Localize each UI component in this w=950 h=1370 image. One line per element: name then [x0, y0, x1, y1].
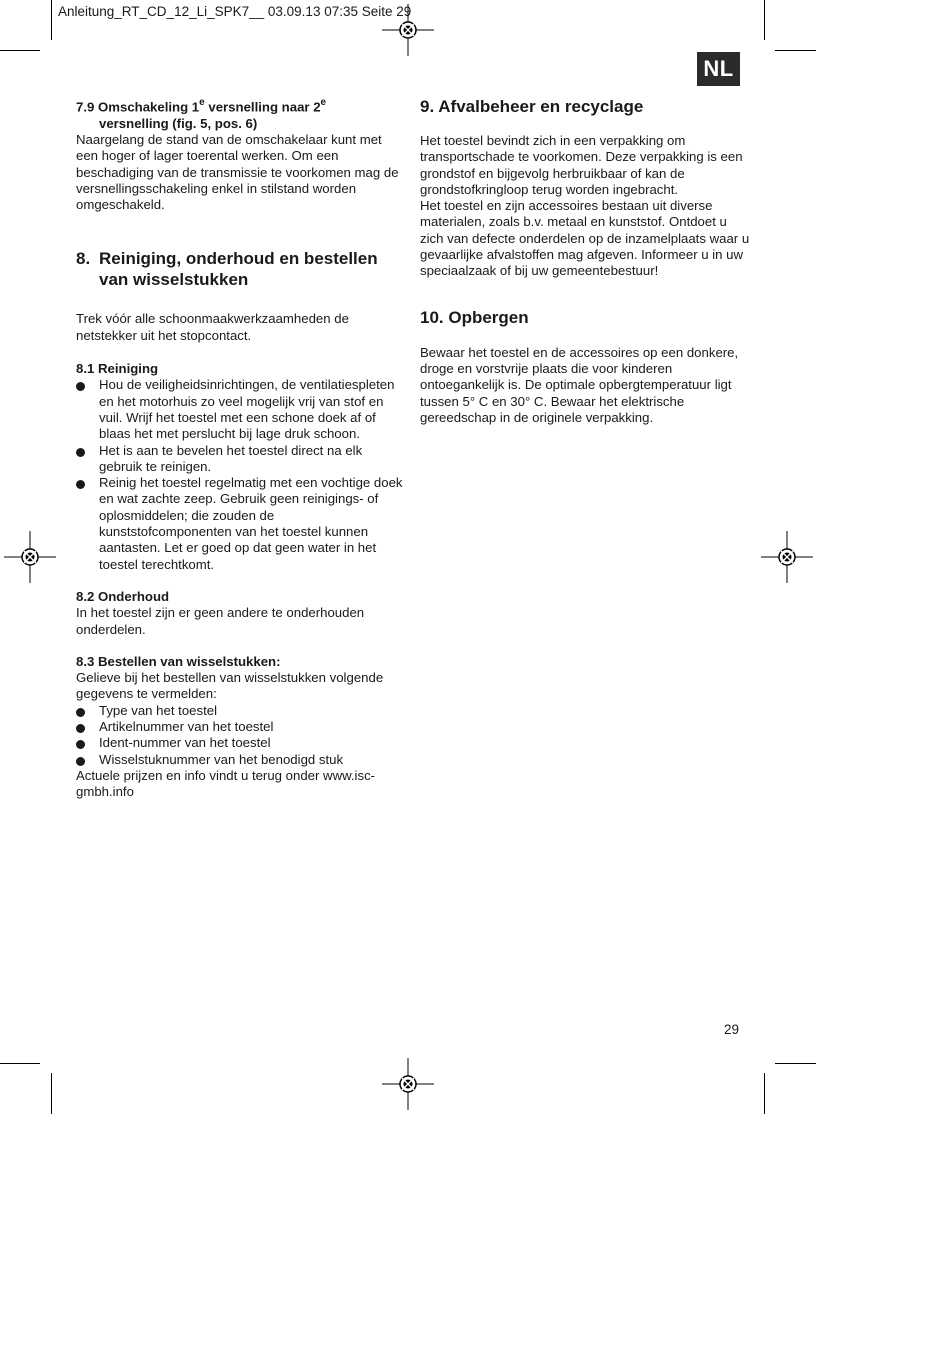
section-7-9-heading: 7.9 Omschakeling 1e versnelling naar 2e [76, 97, 327, 115]
crop-mark-top-right-vertical [764, 0, 765, 40]
section-8-3-intro: Gelieve bij het bestellen van wisselstukken volgende gegevens te vermelden: [76, 670, 384, 702]
page-number: 29 [724, 1022, 740, 1037]
section-9-heading: 9. Afvalbeheer en recyclage [420, 97, 644, 116]
crop-mark-top-left-horizontal [0, 50, 40, 51]
section-8-intro: Trek vóór alle schoonmaakwerkzaamheden de netstekker uit het stopcontact. [76, 311, 349, 343]
list-item: Artikelnummer van het toestel [76, 719, 406, 735]
section-8-3-outro: Actuele prijzen en info vindt u terug onder www.isc- gmbh.info [76, 767, 376, 800]
cleaning-bullet-list [76, 377, 406, 573]
section-9-body-2: Het toestel en zijn accessoires bestaan uit diverse materialen, zoals b.v. metaal en kunststof. Ontdoet u zich van defecte onderdelen op de inzamelplaats waar u gevaarlijke afvalstoffen mag afgeven. Informeer u in uw speciaalzaak of bij uw gemeentebestuur! [420, 198, 750, 279]
list-item: Het is aan te bevelen het toestel direct na elk gebruik te reinigen. [76, 443, 406, 476]
section-7-9-heading-line2: versnelling (fig. 5, pos. 6) [99, 115, 258, 131]
crop-mark-bottom-left-vertical [51, 1073, 52, 1114]
section-7-9-body: Naargelang de stand van de omschakelaar kunt met een hoger of lager toerental werken. Om een beschadiging van de transmissie te voorkomen mag de versnellingsschakeling enkel in stilstand worden omgeschakeld. [76, 131, 399, 213]
section-8-heading [76, 248, 406, 290]
list-item: Reinig het toestel regelmatig met een vochtige doek en wat zachte zeep. Gebruik geen reinigings- of oplosmiddelen; die zouden de kunststofcomponenten van het toestel kunnen aantasten. Let er goed op dat geen water in het toestel terechtkomt. [76, 475, 406, 573]
section-8-2-body: In het toestel zijn er geen andere te onderhouden onderdelen. [76, 605, 365, 637]
section-8-2-heading: 8.2 Onderhoud [76, 588, 170, 604]
crop-mark-top-left-vertical [51, 0, 52, 40]
right-column [420, 96, 750, 426]
left-column [76, 96, 406, 800]
section-8-number: 8. [76, 249, 91, 269]
section-8-1-heading: 8.1 Reiniging [76, 361, 159, 377]
order-details-bullet-list [76, 703, 406, 768]
section-10-body: Bewaar het toestel en de accessoires op een donkere, droge en vorstvrije plaats die voor kinderen ontoegankelijk is. De optimale opbergtemperatuur ligt tussen 5° C en 30° C. Bewaar het elektrische gereedschap in de originele verpakking. [420, 344, 739, 425]
section-10-heading: 10. Opbergen [420, 307, 529, 327]
list-item: Wisselstuknummer van het benodigd stuk [76, 752, 406, 768]
section-9-body-1: Het toestel bevindt zich in een verpakking om transportschade te voorkomen. Deze verpakking is een grondstof en bijgevolg herbruikbaar of kan de grondstofkringloop terug worden ingebracht. [420, 133, 743, 197]
print-slug-line: Anleitung_RT_CD_12_Li_SPK7__ 03.09.13 07:35 Seite 29 [58, 4, 412, 19]
language-badge: NL [697, 52, 740, 86]
crop-mark-bottom-right-vertical [764, 1073, 765, 1114]
registration-mark-top [382, 4, 434, 56]
section-8-title: Reiniging, onderhoud en bestellen van wisselstukken [99, 249, 378, 290]
section-8-3-heading: 8.3 Bestellen van wisselstukken: [76, 653, 281, 669]
crop-mark-bottom-right-horizontal [775, 1063, 816, 1064]
list-item: Ident-nummer van het toestel [76, 735, 406, 751]
crop-mark-bottom-left-horizontal [0, 1063, 40, 1064]
list-item: Hou de veiligheidsinrichtingen, de ventilatiespleten en het motorhuis zo veel mogelijk vrij van stof en vuil. Wrijf het toestel met een schone doek af of blaas het met perslucht bij lage druk schoon. [76, 377, 406, 442]
registration-mark-left [4, 531, 56, 583]
list-item: Type van het toestel [76, 703, 406, 719]
registration-mark-right [761, 531, 813, 583]
crop-mark-top-right-horizontal [775, 50, 816, 51]
registration-mark-bottom [382, 1058, 434, 1110]
